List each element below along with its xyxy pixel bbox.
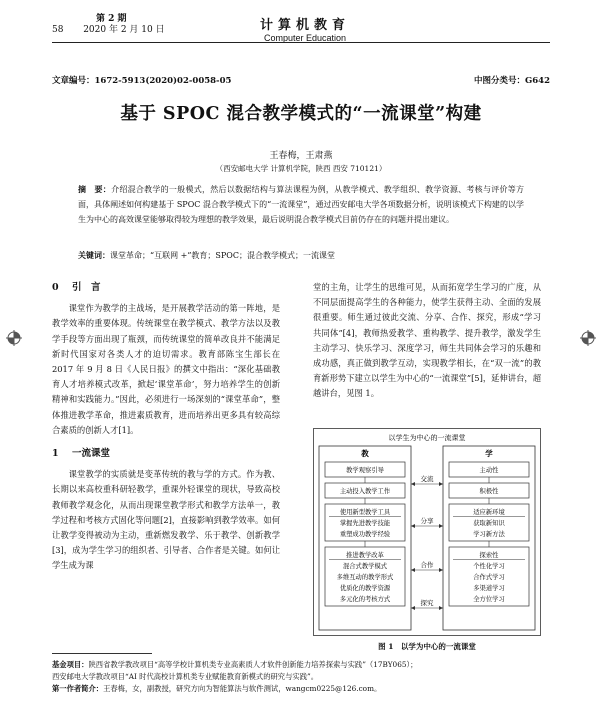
journal-name bbox=[240, 14, 370, 43]
learn-item-label: 合作式学习 bbox=[473, 574, 505, 581]
author-bio-label: 第一作者简介： bbox=[52, 684, 104, 693]
teach-item-label: 主动投入教学工作 bbox=[339, 488, 391, 495]
learn-item-label: 全方位学习 bbox=[473, 596, 505, 603]
issue-date: 2020 年 2 月 10 日 bbox=[83, 25, 165, 35]
keywords-text: 课堂革命；“互联网 +”教育；SPOC；混合教学模式；一流课堂 bbox=[110, 251, 335, 260]
section-heading-intro bbox=[52, 280, 280, 295]
learn-item-label: 学习新方法 bbox=[473, 531, 505, 538]
teach-item-label: 掌握先进教学技能 bbox=[339, 520, 391, 527]
fund-text-2: 西安邮电大学教改项目“AI 时代高校计算机类专业赋能教育新模式的研究与实践”。 bbox=[52, 672, 319, 681]
teach-heading: 教 bbox=[361, 449, 369, 458]
relation-label: 交流 bbox=[420, 475, 434, 483]
teach-item-label: 重塑成功教学经验 bbox=[339, 531, 391, 538]
teach-item-label: 推进教学改革 bbox=[346, 552, 384, 559]
abstract bbox=[78, 182, 524, 227]
keywords bbox=[78, 250, 524, 261]
running-header-left bbox=[52, 14, 165, 36]
intro-paragraph: 课堂作为教学的主战场，是开展教学活动的第一阵地，是教学效率的重要体现。传统课堂在教学模式、教学方法以及教学手段等方面出现了瓶颈，而传统课堂的简单改良并不能满足新时代国家对各类人才的迫切需求。教育部陈宝生部长在 2017 年 9 月 8 日《人民日报》的撰文中指出：“深化基础教育人才培养模式改革，掀起‘课堂革命’，努力培养学生的创新精神和实践能力。”因此，必须进行一场深刻的“课堂革命”，整体推进教学革命，推进素质教育，进而培养出更多具有较高综合素质的创新人才[1]。 bbox=[52, 303, 280, 435]
learn-item-label: 积极性 bbox=[479, 488, 499, 495]
learn-item-label: 探索性 bbox=[479, 552, 499, 559]
learn-item-label: 主动性 bbox=[479, 467, 499, 474]
section-title: 一流课堂 bbox=[72, 448, 111, 460]
learn-item-label: 适应新环境 bbox=[473, 509, 505, 516]
abstract-text: 介绍混合教学的一般模式，然后以数据结构与算法课程为例，从教学模式、教学组织、教学资源、考核与评价等方面，具体阐述如何构建基于 SPOC 混合教学模式下的“一流课堂”，通过西安邮电大学各项数据分析，说明该模式下构建的以学生为中心的高效课堂能够取得较为理想的教学效果，最后说明混合教学模式目前仍存在的问题并提出建议。 bbox=[78, 185, 525, 224]
page-number: 58 bbox=[52, 25, 64, 35]
fund-text: 陕西省教学教改项目“高等学校计算机类专业高素质人才软件创新能力培养探索与实践”（17BY065）； bbox=[88, 660, 418, 669]
footnote-rule bbox=[52, 653, 152, 654]
relation-label: 分享 bbox=[420, 517, 434, 525]
right-column bbox=[313, 280, 541, 402]
journal-name-en: Computer Education bbox=[263, 33, 347, 43]
section-number: 0 bbox=[52, 282, 59, 293]
teach-item-label: 教学观察引导 bbox=[346, 467, 384, 474]
continued-paragraph: 堂的主角，让学生的思维可见，从而拓宽学生学习的广度，从不同层面提高学生的各种能力，使学生获得主动、全面的发展很重要。师生通过彼此交流、分享、合作、探究，形成“学习共同体”[4]，教师热爱教学、重构教学、提升教学，激发学生主动学习、快乐学习、深度学习，师生共同体会学习的乐趣和成功感，真正做到教学互动，实现教学相长，在“双一流”的教育新形势下建立以学生为中心的“一流课堂”[5]，延伸讲台，超越讲台，见图 1。 bbox=[313, 282, 541, 399]
fund-label: 基金项目： bbox=[52, 660, 89, 669]
teach-item-label: 优质化的教学资源 bbox=[339, 585, 391, 592]
authors: 王春梅，王肃燕 bbox=[269, 151, 333, 161]
left-column bbox=[52, 280, 280, 574]
teach-item-label: 使用新型教学工具 bbox=[339, 509, 391, 516]
header-rule bbox=[52, 42, 550, 43]
section-number: 1 bbox=[52, 448, 59, 460]
teach-item-label: 混合式教学模式 bbox=[342, 563, 388, 570]
relation-label: 合作 bbox=[420, 561, 434, 569]
learn-item-label: 多渠道学习 bbox=[473, 585, 505, 592]
article-number: 文章编号：1672-5913(2020)02-0058-05 bbox=[52, 76, 232, 86]
learn-item-label: 获取新知识 bbox=[473, 520, 505, 527]
classification-number: 中图分类号：G642 bbox=[473, 76, 550, 86]
paper-title: 基于 SPOC 混合教学模式的“一流课堂”构建 bbox=[120, 104, 482, 124]
learn-heading: 学 bbox=[485, 449, 493, 458]
issue-label: 第 2 期 bbox=[96, 14, 127, 24]
section-paragraph: 课堂教学的实质就是变革传统的教与学的方式。作为教、长期以来高校重科研轻教学，重课外轻课堂的现状，导致高校教师教学观念化，从而出现课堂教学形式和教学方法单一，教学过程和考核方式固化等问题[2]，直接影响到教学效率。如何让教学变得被动为主动，重新燃发教学、乐于教学、创新教学[3]，成为学生学习的组织者、引导者、合作者是关键。如何让学生成为课 bbox=[52, 469, 280, 571]
affiliation: （西安邮电大学 计算机学院，陕西 西安 710121） bbox=[215, 164, 387, 173]
teach-item-label: 多元化的考核方式 bbox=[339, 596, 391, 603]
footnotes bbox=[52, 659, 550, 695]
relation-label: 探究 bbox=[420, 599, 434, 607]
figure-caption: 图 1 以学为中心的一流课堂 bbox=[378, 642, 476, 651]
abstract-label: 摘 要： bbox=[78, 184, 112, 194]
teach-item-label: 多维互动的教学形式 bbox=[336, 574, 394, 581]
keywords-label: 关键词： bbox=[78, 250, 110, 260]
author-bio-text: 王春梅，女，副教授，研究方向为智能算法与软件测试，wangcm0225@126.com。 bbox=[103, 684, 382, 693]
journal-name-cn: 计算机教育 bbox=[259, 18, 350, 33]
registration-mark-right bbox=[580, 330, 596, 346]
section-heading-first-class bbox=[52, 446, 280, 461]
registration-mark-left bbox=[6, 330, 22, 346]
learn-item-label: 个性化学习 bbox=[473, 563, 505, 570]
figure-diagram bbox=[313, 428, 541, 636]
figure-title: 以学生为中心的一流课堂 bbox=[388, 434, 466, 442]
section-title: 引 言 bbox=[72, 282, 101, 293]
